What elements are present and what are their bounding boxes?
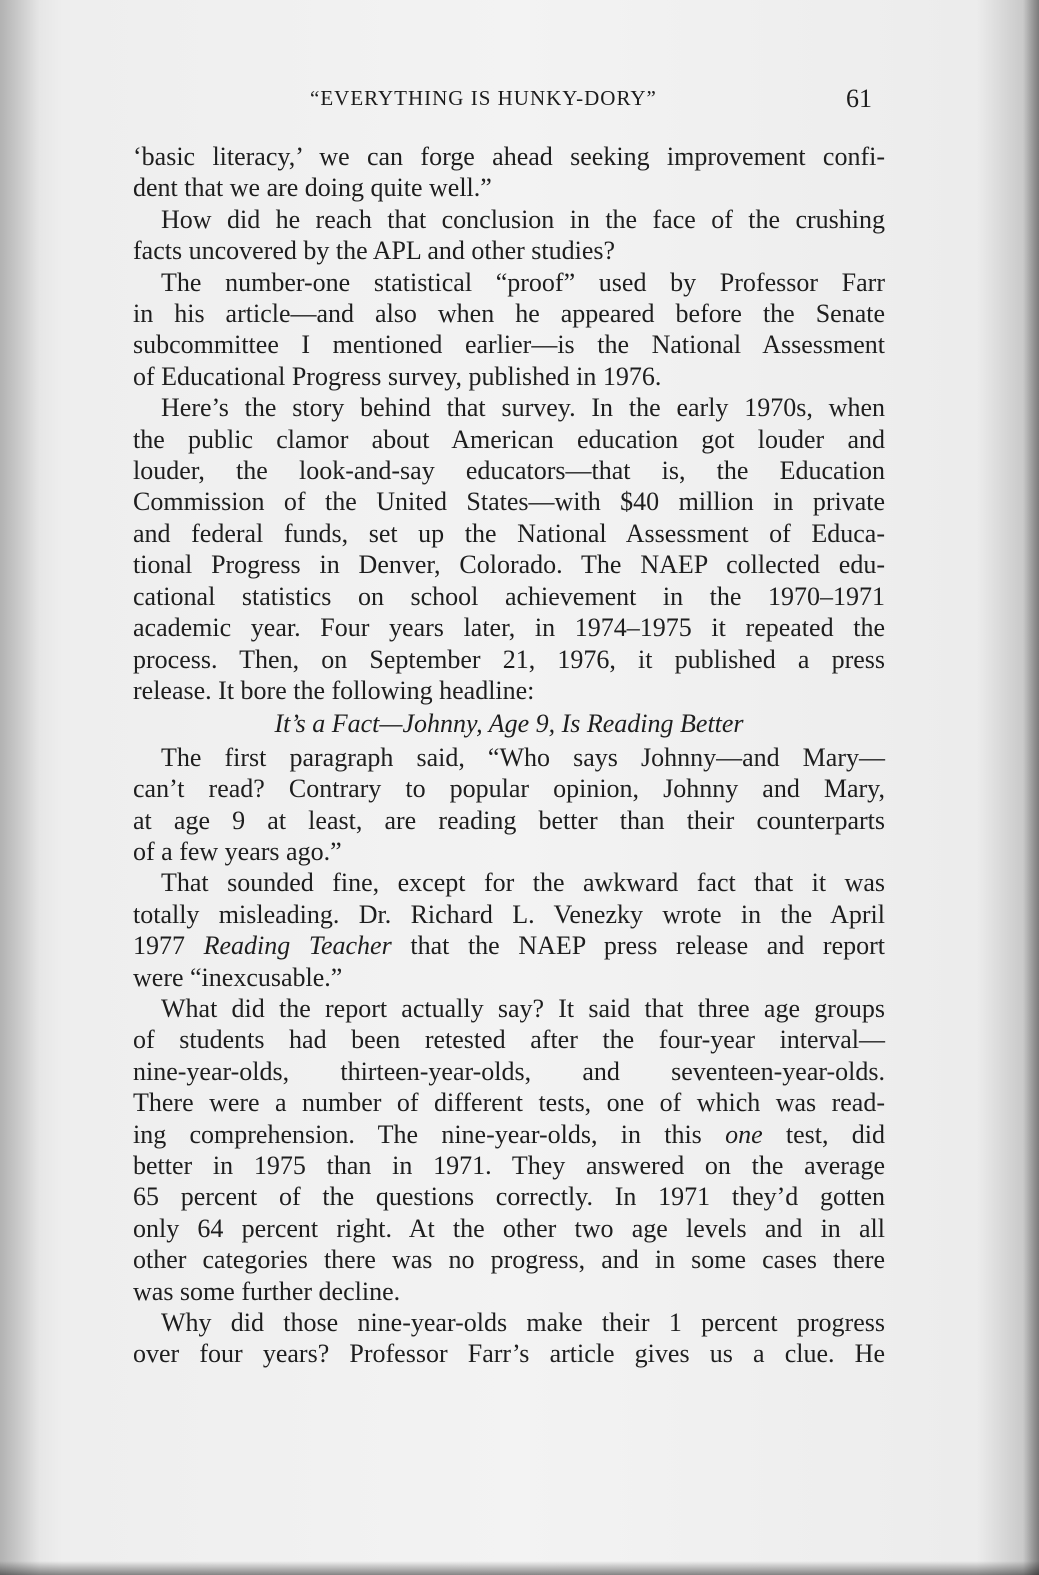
text-line: process. Then, on September 21, 1976, it published a press [133, 644, 885, 674]
text-line: nine-year-olds, thirteen-year-olds, and seventeen-year-olds. [133, 1056, 885, 1086]
text-line: of students had been retested after the four-year interval— [133, 1025, 885, 1055]
text-segment: 1977 [133, 931, 204, 961]
text-line: of a few years ago.” [133, 836, 342, 866]
text-line: ‘basic literacy,’ we can forge ahead seeking improvement confi- [133, 142, 885, 171]
text-line: the public clamor about American education got louder and [133, 424, 885, 454]
text-line: cational statistics on school achievement in the 1970–1971 [133, 581, 885, 611]
text-line: were “inexcusable.” [133, 962, 343, 992]
text-line: can’t read? Contrary to popular opinion, Johnny and Mary, [133, 774, 885, 804]
text-segment: ing comprehension. The nine-year-olds, in this [133, 1119, 726, 1149]
text-line: 65 percent of the questions correctly. In 1971 they’d gotten [133, 1182, 885, 1212]
text-line: The first paragraph said, “Who says Johnny—and Mary— [161, 742, 885, 772]
text-line: The number-one statistical “proof” used by Professor Farr [161, 267, 885, 297]
text-line: That sounded fine, except for the awkward fact that it was [161, 868, 885, 898]
text-line: of Educational Progress survey, published in 1976. [133, 361, 662, 391]
text-segment: that the NAEP press release and report [391, 931, 885, 961]
text-line: and federal funds, set up the National Assessment of Educa- [133, 518, 885, 548]
text-line: was some further decline. [133, 1276, 401, 1306]
press-release-headline: It’s a Fact—Johnny, Age 9, Is Reading Better [274, 709, 744, 739]
page-edge-shadow [1023, 0, 1039, 1575]
text-line: How did he reach that conclusion in the face of the crushing [161, 204, 885, 234]
text-line: totally misleading. Dr. Richard L. Venezky wrote in the April [133, 899, 885, 929]
text-line: Why did those nine-year-olds make their 1 percent progress [161, 1308, 885, 1338]
page-number: 61 [846, 84, 872, 113]
gutter-shadow [0, 0, 40, 1575]
text-line: dent that we are doing quite well.” [133, 173, 492, 203]
bottom-edge-shadow [0, 1561, 1039, 1575]
text-line: facts uncovered by the APL and other studies? [133, 236, 616, 266]
text-line: Here’s the story behind that survey. In the early 1970s, when [161, 393, 885, 423]
running-head: “EVERYTHING IS HUNKY-DORY” [310, 86, 657, 110]
text-line: academic year. Four years later, in 1974–1975 it repeated the [133, 613, 885, 643]
text-line: other categories there was no progress, and in some cases there [133, 1245, 885, 1275]
text-line: release. It bore the following headline: [133, 675, 535, 705]
text-line: There were a number of different tests, one of which was read- [133, 1088, 885, 1118]
text-line: in his article—and also when he appeared before the Senate [133, 299, 885, 329]
text-line [133, 930, 885, 961]
text-line: over four years? Professor Farr’s article gives us a clue. He [133, 1339, 885, 1369]
text-line: tional Progress in Denver, Colorado. The NAEP collected edu- [133, 550, 885, 580]
text-line: subcommittee I mentioned earlier—is the National Assessment [133, 330, 885, 360]
text-line [133, 1119, 885, 1150]
text-line: better in 1975 than in 1971. They answered on the average [133, 1151, 885, 1180]
text-segment: test, did [762, 1119, 885, 1149]
text-line: only 64 percent right. At the other two age levels and in all [133, 1213, 885, 1243]
text-line: What did the report actually say? It said that three age groups [161, 993, 885, 1023]
text-line: at age 9 at least, are reading better than their counterparts [133, 805, 885, 835]
text-line: Commission of the United States—with $40 million in private [133, 487, 885, 517]
text-line: louder, the look-and-say educators—that is, the Education [133, 456, 885, 486]
body-text [133, 141, 885, 1370]
emphasis-word: one [725, 1119, 763, 1149]
journal-title: Reading Teacher [203, 931, 392, 961]
